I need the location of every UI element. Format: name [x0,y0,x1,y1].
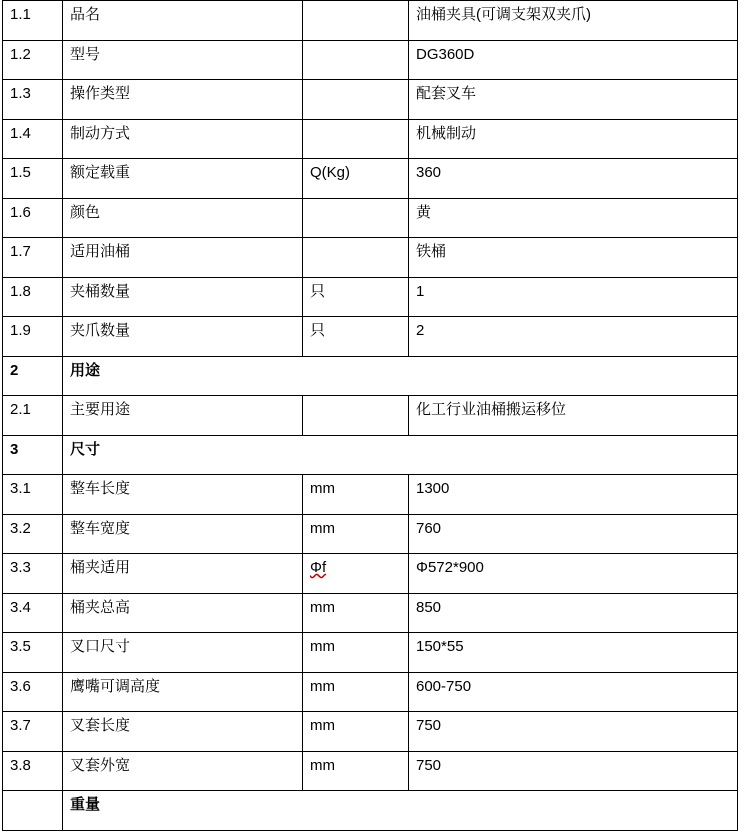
cell-unit [303,554,409,594]
table-row [3,80,738,120]
cell-index: 1.9 [3,317,63,357]
table-row [3,672,738,712]
cell-label: 夹爪数量 [63,317,303,357]
table-row [3,475,738,515]
spec-table-body [3,1,738,831]
cell-index: 3.3 [3,554,63,594]
cell-index: 1.7 [3,238,63,278]
cell-unit [303,40,409,80]
cell-value: 750 [409,712,738,752]
section-row [3,435,738,475]
cell-unit [303,80,409,120]
cell-unit [303,198,409,238]
cell-unit [303,119,409,159]
cell-section-title: 尺寸 [63,435,738,475]
cell-label: 叉套外宽 [63,751,303,791]
table-row [3,396,738,436]
cell-label: 型号 [63,40,303,80]
cell-label: 额定载重 [63,159,303,199]
table-row [3,712,738,752]
cell-unit: mm [303,751,409,791]
cell-index: 1.6 [3,198,63,238]
table-row [3,238,738,278]
cell-value: DG360D [409,40,738,80]
cell-index: 2 [3,356,63,396]
misspelled-unit-text: Φf [310,559,327,576]
cell-value: 760 [409,514,738,554]
partial-section-row [3,791,738,831]
cell-unit: mm [303,672,409,712]
cell-unit [303,396,409,436]
cell-index: 3.7 [3,712,63,752]
cell-section-title: 用途 [63,356,738,396]
table-row [3,593,738,633]
cell-value: 2 [409,317,738,357]
cell-label: 桶夹总高 [63,593,303,633]
cell-index: 1.1 [3,1,63,41]
table-row [3,40,738,80]
cell-value: 1 [409,277,738,317]
cell-label: 鹰嘴可调高度 [63,672,303,712]
cell-index: 3.2 [3,514,63,554]
cell-value: 铁桶 [409,238,738,278]
cell-label: 操作类型 [63,80,303,120]
cell-label: 叉口尺寸 [63,633,303,673]
table-row [3,554,738,594]
cell-label: 桶夹适用 [63,554,303,594]
cell-label: 主要用途 [63,396,303,436]
cell-label: 制动方式 [63,119,303,159]
cell-value: 360 [409,159,738,199]
cell-label: 夹桶数量 [63,277,303,317]
cell-value: 750 [409,751,738,791]
table-row [3,317,738,357]
table-row [3,159,738,199]
cell-unit: 只 [303,277,409,317]
cell-value: 油桶夹具(可调支架双夹爪) [409,1,738,41]
cell-value: 配套叉车 [409,80,738,120]
cell-unit: mm [303,712,409,752]
cell-value: 600-750 [409,672,738,712]
cell-unit [303,238,409,278]
cell-section-title: 重量 [63,791,738,831]
cell-value: 850 [409,593,738,633]
cell-index: 1.8 [3,277,63,317]
cell-value: 机械制动 [409,119,738,159]
spec-table [2,0,738,831]
cell-index: 1.2 [3,40,63,80]
table-row [3,1,738,41]
cell-value: 化工行业油桶搬运移位 [409,396,738,436]
cell-unit: mm [303,633,409,673]
cell-index: 3.5 [3,633,63,673]
cell-label: 适用油桶 [63,238,303,278]
cell-index: 3 [3,435,63,475]
cell-index: 1.3 [3,80,63,120]
cell-unit: mm [303,593,409,633]
cell-label: 品名 [63,1,303,41]
table-row [3,514,738,554]
cell-index: 1.5 [3,159,63,199]
table-row [3,751,738,791]
cell-index: 1.4 [3,119,63,159]
table-row [3,198,738,238]
cell-label: 整车宽度 [63,514,303,554]
cell-index [3,791,63,831]
cell-value: 1300 [409,475,738,515]
cell-unit: mm [303,475,409,515]
cell-unit: 只 [303,317,409,357]
cell-label: 颜色 [63,198,303,238]
section-row [3,356,738,396]
cell-index: 3.8 [3,751,63,791]
cell-value: Φ572*900 [409,554,738,594]
cell-index: 3.1 [3,475,63,515]
cell-index: 3.6 [3,672,63,712]
cell-index: 3.4 [3,593,63,633]
cell-unit: mm [303,514,409,554]
cell-index: 2.1 [3,396,63,436]
table-row [3,633,738,673]
cell-value: 150*55 [409,633,738,673]
cell-unit: Q(Kg) [303,159,409,199]
cell-unit [303,1,409,41]
cell-value: 黄 [409,198,738,238]
table-row [3,119,738,159]
cell-label: 叉套长度 [63,712,303,752]
table-row [3,277,738,317]
cell-label: 整车长度 [63,475,303,515]
